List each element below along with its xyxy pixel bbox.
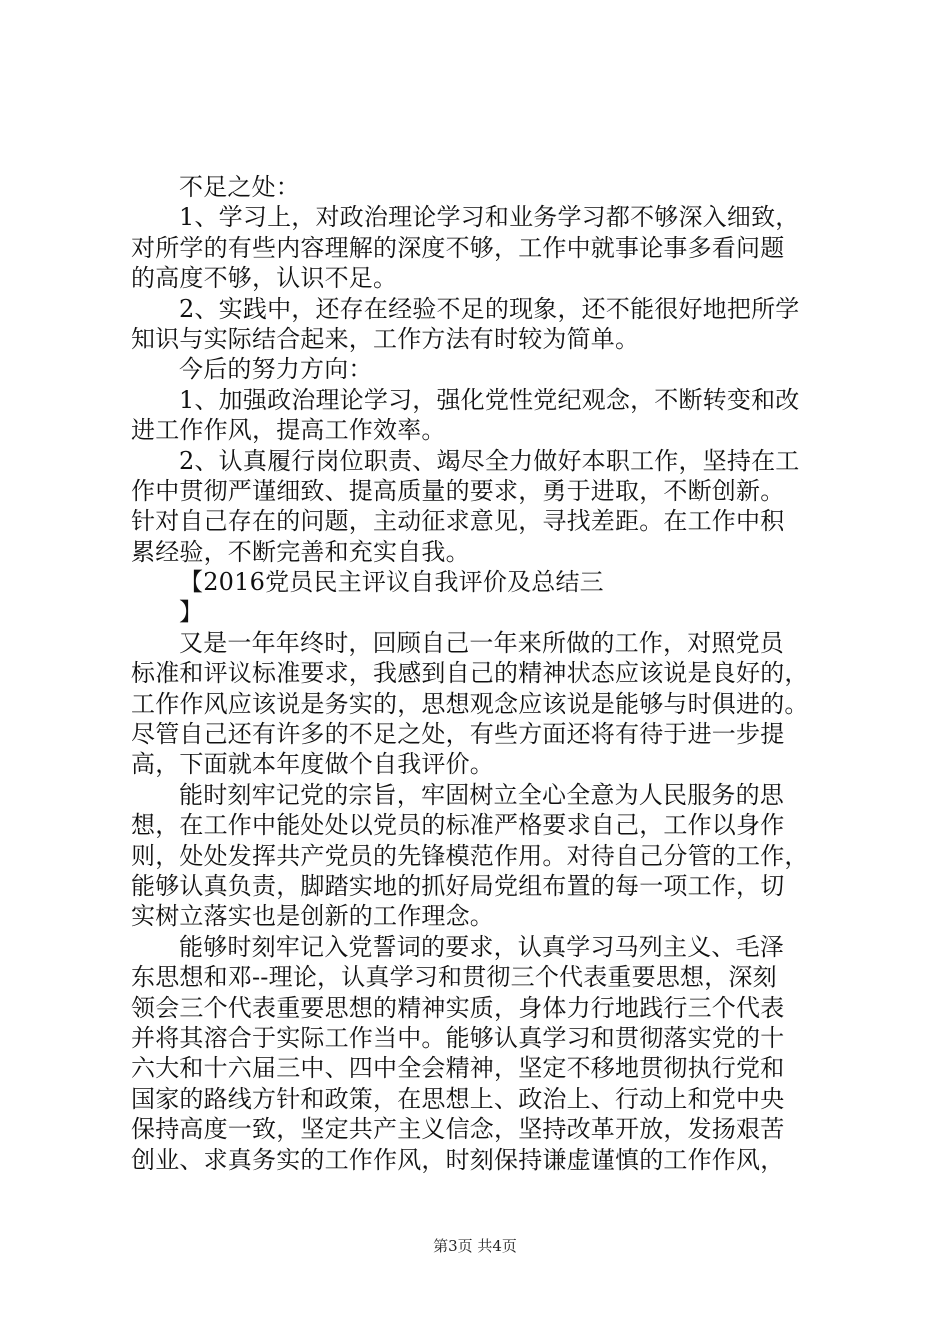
text-line: 累经验，不断完善和充实自我。 [131, 537, 470, 566]
text-line: 1、加强政治理论学习，强化党性党纪观念，不断转变和改 [179, 385, 800, 414]
text-line: 今后的努力方向： [179, 355, 373, 384]
page-footer [0, 1236, 950, 1256]
text-line: 能够认真负责，脚踏实地的抓好局党组布置的每一项工作，切 [131, 871, 785, 900]
text-line: 的高度不够，认识不足。 [131, 264, 398, 293]
text-line: 实树立落实也是创新的工作理念。 [131, 902, 494, 931]
text-line: 并将其溶合于实际工作当中。能够认真学习和贯彻落实党的十 [131, 1023, 785, 1052]
text-line: 领会三个代表重要思想的精神实质，身体力行地践行三个代表 [131, 993, 785, 1022]
text-line: 知识与实际结合起来，工作方法有时较为简单。 [131, 324, 640, 353]
text-line: 六大和十六届三中、四中全会精神，坚定不移地贯彻执行党和 [131, 1054, 785, 1083]
text-line: 进工作作风，提高工作效率。 [131, 416, 446, 445]
text-line: 2、认真履行岗位职责、竭尽全力做好本职工作，坚持在工 [179, 446, 800, 475]
text-line: 不足之处： [179, 173, 300, 201]
text-line: 尽管自己还有许多的不足之处，有些方面还将有待于进一步提 [131, 720, 785, 749]
text-line: 高，下面就本年度做个自我评价。 [131, 750, 494, 779]
text-line: 则，处处发挥共产党员的先锋模范作用。对待自己分管的工作， [131, 841, 809, 870]
text-line: 东思想和邓--理论，认真学习和贯彻三个代表重要思想，深刻 [131, 963, 777, 992]
text-line: 1、学习上，对政治理论学习和业务学习都不够深入细致， [179, 203, 800, 232]
text-line: 工作作风应该说是务实的，思想观念应该说是能够与时俱进的。 [131, 689, 809, 718]
text-line: 作中贯彻严谨细致、提高质量的要求，勇于进取，不断创新。 [131, 476, 785, 505]
text-line: 对所学的有些内容理解的深度不够，工作中就事论事多看问题 [131, 233, 785, 262]
text-line: 想，在工作中能处处以党员的标准严格要求自己，工作以身作 [131, 811, 785, 840]
text-line: 针对自己存在的问题，主动征求意见，寻找差距。在工作中积 [131, 507, 785, 536]
page-number-label: 第3页 共4页 [433, 1237, 517, 1255]
text-line: 能时刻牢记党的宗旨，牢固树立全心全意为人民服务的思 [179, 780, 784, 809]
document-body [131, 172, 831, 1175]
section-heading-bracket: 】 [179, 598, 204, 627]
text-line: 保持高度一致，坚定共产主义信念，坚持改革开放，发扬艰苦 [131, 1115, 785, 1144]
section-heading: 【2016党员民主评议自我评价及总结三 [179, 568, 604, 597]
text-line: 又是一年年终时，回顾自己一年来所做的工作，对照党员 [179, 628, 784, 657]
text-line: 创业、求真务实的工作作风，时刻保持谦虚谨慎的工作作风， [131, 1145, 785, 1174]
text-line: 能够时刻牢记入党誓词的要求，认真学习马列主义、毛泽 [179, 932, 784, 961]
text-line: 国家的路线方针和政策，在思想上、政治上、行动上和党中央 [131, 1084, 785, 1113]
text-line: 2、实践中，还存在经验不足的现象，还不能很好地把所学 [179, 294, 800, 323]
text-line: 标准和评议标准要求，我感到自己的精神状态应该说是良好的， [131, 659, 809, 688]
